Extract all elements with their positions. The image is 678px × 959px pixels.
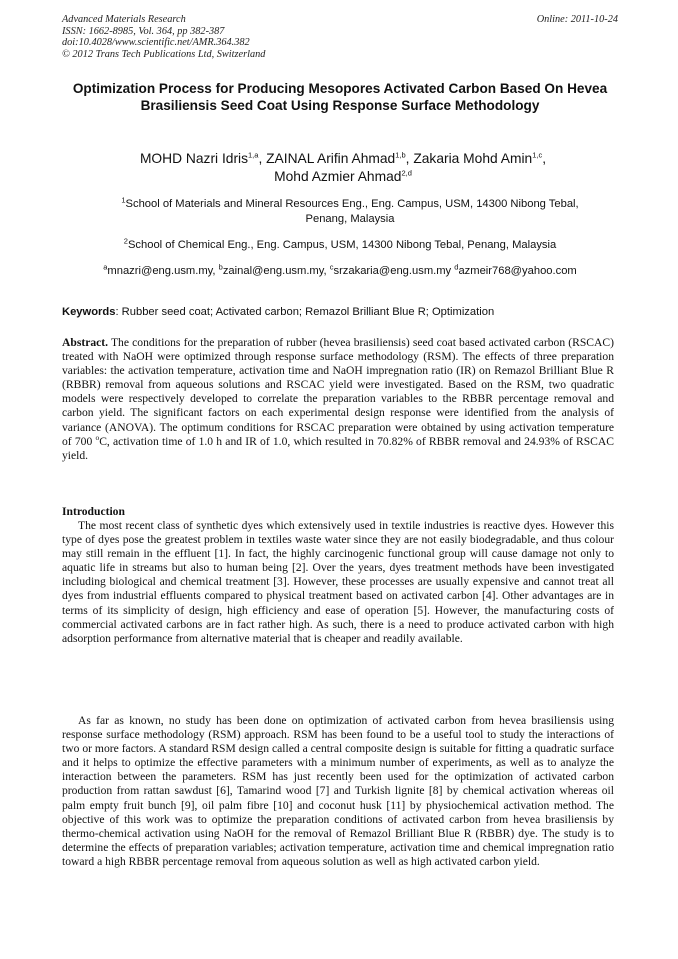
email-sup: b [218,262,223,272]
section-heading-introduction: Introduction [62,505,125,518]
aff-text: School of Chemical Eng., Eng. Campus, USM, 14300 Nibong Tebal, Penang, Malaysia [127,239,557,251]
email-list [66,264,614,279]
copyright-line: © 2012 Trans Tech Publications Ltd, Switzerland [62,48,266,60]
author-sup: 1,a [248,150,259,160]
online-date: Online: 2011-10-24 [536,14,618,25]
author-list: MOHD Nazri Idris$^{1,a}$, ZAINAL Arifin Ahmad$^{1,b}$, Zakaria Mohd Amin$^{1,c}$, Mohd Azmier Ahmad$^{2,d}$ [139,150,547,184]
abstract-text-end: C, activation time of 1.0 h and IR of 1.0, which resulted in 70.82% of RBBR removal and 24.93% of RSCAC yield. [62,434,614,462]
keywords-text: : Rubber seed coat; Activated carbon; Remazol Brilliant Blue R; Optimization [115,306,495,318]
paper-title: Optimization Process for Producing Mesopores Activated Carbon Based On Hevea Brasiliensis Seed Coat Using Response Surface Methodology [72,81,608,113]
intro-paragraph-2: As far as known, no study has been done on optimization of activated carbon from hevea brasiliensis using response surface methodology (RSM) approach. RSM has been found to be a useful tool to study the interactions of two or more factors. A standard RSM design called a central composite design is suitable for fitting a quadratic surface and it helps to optimize the effective parameters with a minimum number of experiments, as well as to analyze the interaction between the parameters. RSM has just recently been used for the optimization of activated carbon production from rattan sawdust [6], Tamarind wood [7] and Turkish lignite [8] by chemical activation whereas oil palm empty fruit bunch [9], oil palm fibre [10] and coconut husk [11] by physiochemical activation method. The objective of this work was to optimize the preparation conditions of activated carbon from hevea brasiliensis by thermo-chemical activation using NaOH for the removal of Remazol Brilliant Blue R (RBBR) dye. The study is to determine the effects of preparation variables; activation temperature, activation time and chemical impregnation ratio toward a high RBBR percentage removal from aqueous solution as well as high activated carbon yield. [62,714,614,868]
author-name: Mohd Azmier Ahmad [274,169,402,184]
author-name: Zakaria Mohd Amin [413,151,533,166]
email-link[interactable]: zainal@eng.usm.my, [222,265,327,277]
aff-sup: 1 [121,195,126,205]
abstract-label: Abstract. [62,336,109,349]
doi-line: doi:10.4028/www.scientific.net/AMR.364.382 [62,37,250,49]
author-name: MOHD Nazri Idris [139,151,249,166]
keywords-label: Keywords [62,306,116,318]
author-sup: 1,b [395,150,406,160]
issn-line: ISSN: 1662-8985, Vol. 364, pp 382-387 [62,25,225,37]
author-sup: 2,d [401,168,412,178]
journal-header [62,14,618,60]
aff-sup: 2 [123,236,128,246]
affiliation-2 [80,238,600,253]
email-link[interactable]: azmeir768@yahoo.com [458,265,577,277]
email-sup: c [329,262,334,272]
email-link[interactable]: mnazri@eng.usm.my, [107,265,216,277]
email-link[interactable]: srzakaria@eng.usm.my [333,265,452,277]
aff-text: School of Materials and Mineral Resources Eng., Eng. Campus, USM, 14300 Nibong Tebal, Penang, Malaysia [125,198,579,225]
abstract-text: The conditions for the preparation of rubber (hevea brasiliensis) seed coat based activated carbon (RSCAC) treated with NaOH were optimized through response surface methodology (RSM). The effects of three preparation variables: the activation temperature, activation time and NaOH impregnation ratio (IR) on Remazol Brilliant Blue R (RBBR) removal from aqueous solutions and RSCAC yield were investigated. Based on the RSM, two quadratic models were respectively developed to correlate the preparation variables to the RBBR percentage removal and carbon yield. The significant factors on each experimental design response were identified from the analysis of variance (ANOVA). The optimum conditions for RSCAC preparation were obtained by using activation temperature of 700 [62,336,614,448]
keywords [62,305,618,319]
degree-sup: o [95,432,100,442]
email-sup: d [454,262,459,272]
affiliation-1 [100,197,600,227]
abstract [62,336,614,463]
author-sup: 1,c [532,150,543,160]
email-sup: a [103,262,108,272]
author-name: ZAINAL Arifin Ahmad [266,151,396,166]
journal-name: Advanced Materials Research [62,14,186,25]
intro-paragraph-1: The most recent class of synthetic dyes which extensively used in textile industries is reactive dyes. However this type of dyes pose the greatest problem in textiles waste water since they are not easily biodegradable, and thus colour may still remain in the effluent [1]. In fact, the highly carcinogenic functional group will cause damage not only to aquatic life in streams but also to human being [2]. Over the years, dyes treatment methods have been investigated including biological and chemical treatment [3]. However, these processes are usually expensive and cannot treat all dyes from industrial effluents compared to physical treatment based on activated carbon [4]. Other advantages are in terms of its simplicity of design, high efficiency and ease of operation [5]. However, the manufacturing costs of commercial activated carbons are in fact rather high. As such, there is a need to produce activated carbon with high adsorption performance from alternative material that is cheaper and readily available. [62,519,614,645]
